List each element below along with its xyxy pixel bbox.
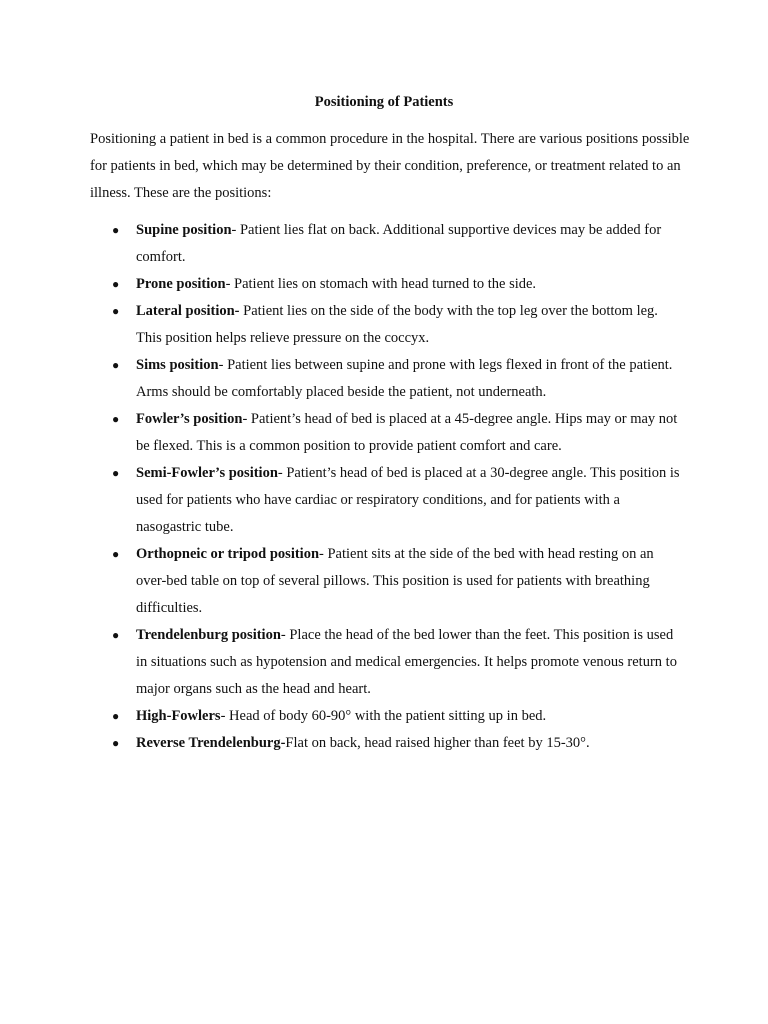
position-term: High-Fowlers bbox=[136, 708, 221, 724]
position-term: Semi-Fowler’s position bbox=[136, 465, 278, 481]
list-item-orthopneic bbox=[0, 541, 686, 622]
position-term: Prone position bbox=[136, 276, 226, 292]
position-term: Lateral position- bbox=[136, 303, 240, 319]
list-item-trendelenburg bbox=[0, 622, 686, 703]
bullet-icon: ● bbox=[112, 547, 120, 561]
position-description: Patient lies on the side of the body with the top leg over the bottom leg. This position helps relieve pressure on the coccyx. bbox=[136, 303, 658, 346]
list-item-reverse-trendelenburg bbox=[0, 730, 686, 757]
bullet-icon: ● bbox=[112, 412, 120, 426]
position-term: Sims position bbox=[136, 357, 219, 373]
bullet-icon: ● bbox=[112, 709, 120, 723]
position-description: - Place the head of the bed lower than the feet. This position is used in situations such as hypotension and medical emergencies. It helps promote venous return to major organs such as the head and heart. bbox=[136, 627, 677, 697]
position-description: - Patient lies on stomach with head turned to the side. bbox=[225, 276, 537, 292]
position-term: Supine position bbox=[136, 222, 232, 238]
position-description: - Patient’s head of bed is placed at a 30-degree angle. This position is used for patients who have cardiac or respiratory conditions, and for patients with a nasogastric tube. bbox=[136, 465, 680, 535]
position-term: Reverse Trendelenburg- bbox=[136, 735, 286, 751]
position-description: - Patient lies between supine and prone with legs flexed in front of the patient. Arms should be comfortably placed beside the patient, not underneath. bbox=[136, 357, 673, 400]
list-item-sims bbox=[0, 352, 686, 406]
position-description: - Patient’s head of bed is placed at a 45-degree angle. Hips may or may not be flexed. This is a common position to provide patient comfort and care. bbox=[136, 411, 678, 454]
bullet-icon: ● bbox=[112, 466, 120, 480]
bullet-icon: ● bbox=[112, 628, 120, 642]
bullet-icon: ● bbox=[112, 277, 120, 291]
position-term: Orthopneic or tripod position bbox=[136, 546, 320, 562]
position-description: - Patient sits at the side of the bed with head resting on an over-bed table on top of several pillows. This position is used for patients with breathing difficulties. bbox=[136, 546, 654, 616]
positions-list bbox=[0, 217, 768, 757]
list-item-fowlers bbox=[0, 406, 686, 460]
bullet-icon: ● bbox=[112, 358, 120, 372]
bullet-icon: ● bbox=[112, 223, 120, 237]
list-item-lateral bbox=[0, 298, 686, 352]
list-item-semi-fowlers bbox=[0, 460, 686, 541]
document-title: Positioning of Patients bbox=[314, 94, 454, 110]
list-item-high-fowlers bbox=[0, 703, 686, 730]
position-description: - Head of body 60-90° with the patient sitting up in bed. bbox=[220, 708, 547, 724]
intro-paragraph: Positioning a patient in bed is a common procedure in the hospital. There are various positions possible for patients in bed, which may be determined by their condition, preference, or treatment related to an illness. These are the positions: bbox=[90, 131, 690, 201]
position-term: Trendelenburg position bbox=[136, 627, 281, 643]
position-term: Fowler’s position bbox=[136, 411, 243, 427]
bullet-icon: ● bbox=[112, 736, 120, 750]
bullet-icon: ● bbox=[112, 304, 120, 318]
position-description: - Patient lies flat on back. Additional supportive devices may be added for comfort. bbox=[136, 222, 662, 265]
position-description: Flat on back, head raised higher than feet by 15-30°. bbox=[285, 735, 590, 751]
list-item-supine bbox=[0, 217, 686, 271]
list-item-prone bbox=[0, 271, 686, 298]
